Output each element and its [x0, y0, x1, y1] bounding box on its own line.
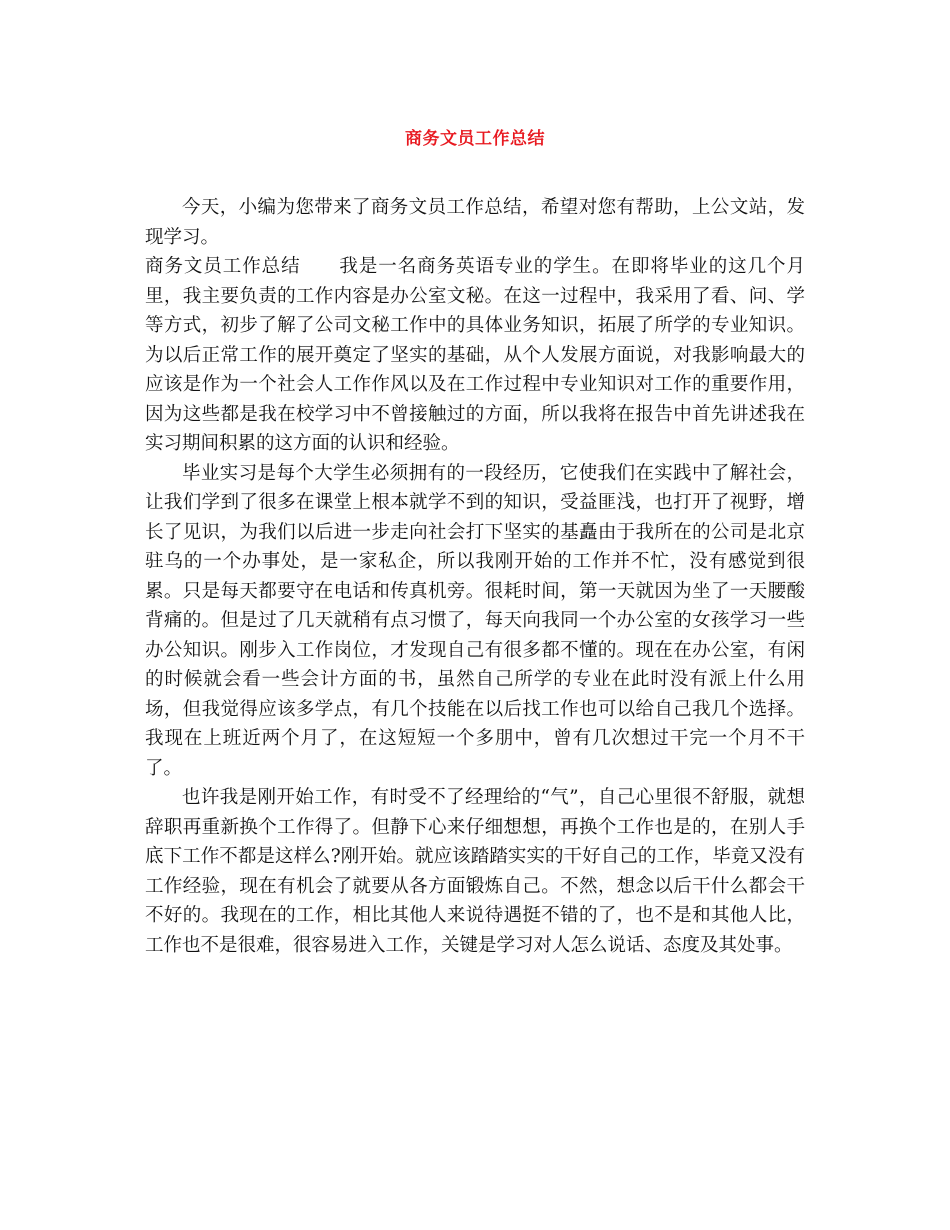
paragraph-3: 也许我是刚开始工作，有时受不了经理给的“气”，自己心里很不舒服，就想辞职再重新换个工作得了。但静下心来仔细想想，再换个工作也是的，在别人手底下工作不都是这样么?刚开始。就应该踏踏实实的干好自己的工作，毕竟又没有工作经验，现在有机会了就要从各方面锻炼自己。不然，想念以后干什么都会干不好的。我现在的工作，相比其他人来说待遇挺不错的了，也不是和其他人比，工作也不是很难，很容易进入工作，关键是学习对人怎么说话、态度及其处事。 [145, 787, 805, 956]
paragraph-2: 毕业实习是每个大学生必须拥有的一段经历，它使我们在实践中了解社会，让我们学到了很多在课堂上根本就学不到的知识，受益匪浅，也打开了视野，增长了见识，为我们以后进一步走向社会打下坚实的基矗由于我所在的公司是北京驻乌的一个办事处，是一家私企，所以我刚开始的工作并不忙，没有感觉到很累。只是每天都要守在电话和传真机旁。很耗时间，第一天就因为坐了一天腰酸背痛的。但是过了几天就稍有点习惯了，每天向我同一个办公室的女孩学习一些办公知识。刚步入工作岗位，才发现自己有很多都不懂的。现在在办公室，有闲的时候就会看一些会计方面的书，虽然自己所学的专业在此时没有派上什么用场，但我觉得应该多学点，有几个技能在以后找工作也可以给自己我几个选择。我现在上班近两个月了，在这短短一个多朋中，曾有几次想过干完一个月不干了。 [145, 462, 805, 779]
paragraph-intro: 今天，小编为您带来了商务文员工作总结，希望对您有帮助，上公文站，发现学习。 [145, 197, 805, 248]
paragraph-1: 商务文员工作总结 我是一名商务英语专业的学生。在即将毕业的这几个月里，我主要负责的工作内容是办公室文秘。在这一过程中，我采用了看、问、学等方式，初步了解了公司文秘工作中的具体业务知识，拓展了所学的专业知识。为以后正常工作的展开奠定了坚实的基础，从个人发展方面说，对我影响最大的应该是作为一个社会人工作作风以及在工作过程中专业知识对工作的重要作用，因为这些都是我在校学习中不曾接触过的方面，所以我将在报告中首先讲述我在实习期间积累的这方面的认识和经验。 [145, 256, 805, 454]
document-title: 商务文员工作总结 [405, 129, 545, 149]
document-body [145, 193, 805, 960]
